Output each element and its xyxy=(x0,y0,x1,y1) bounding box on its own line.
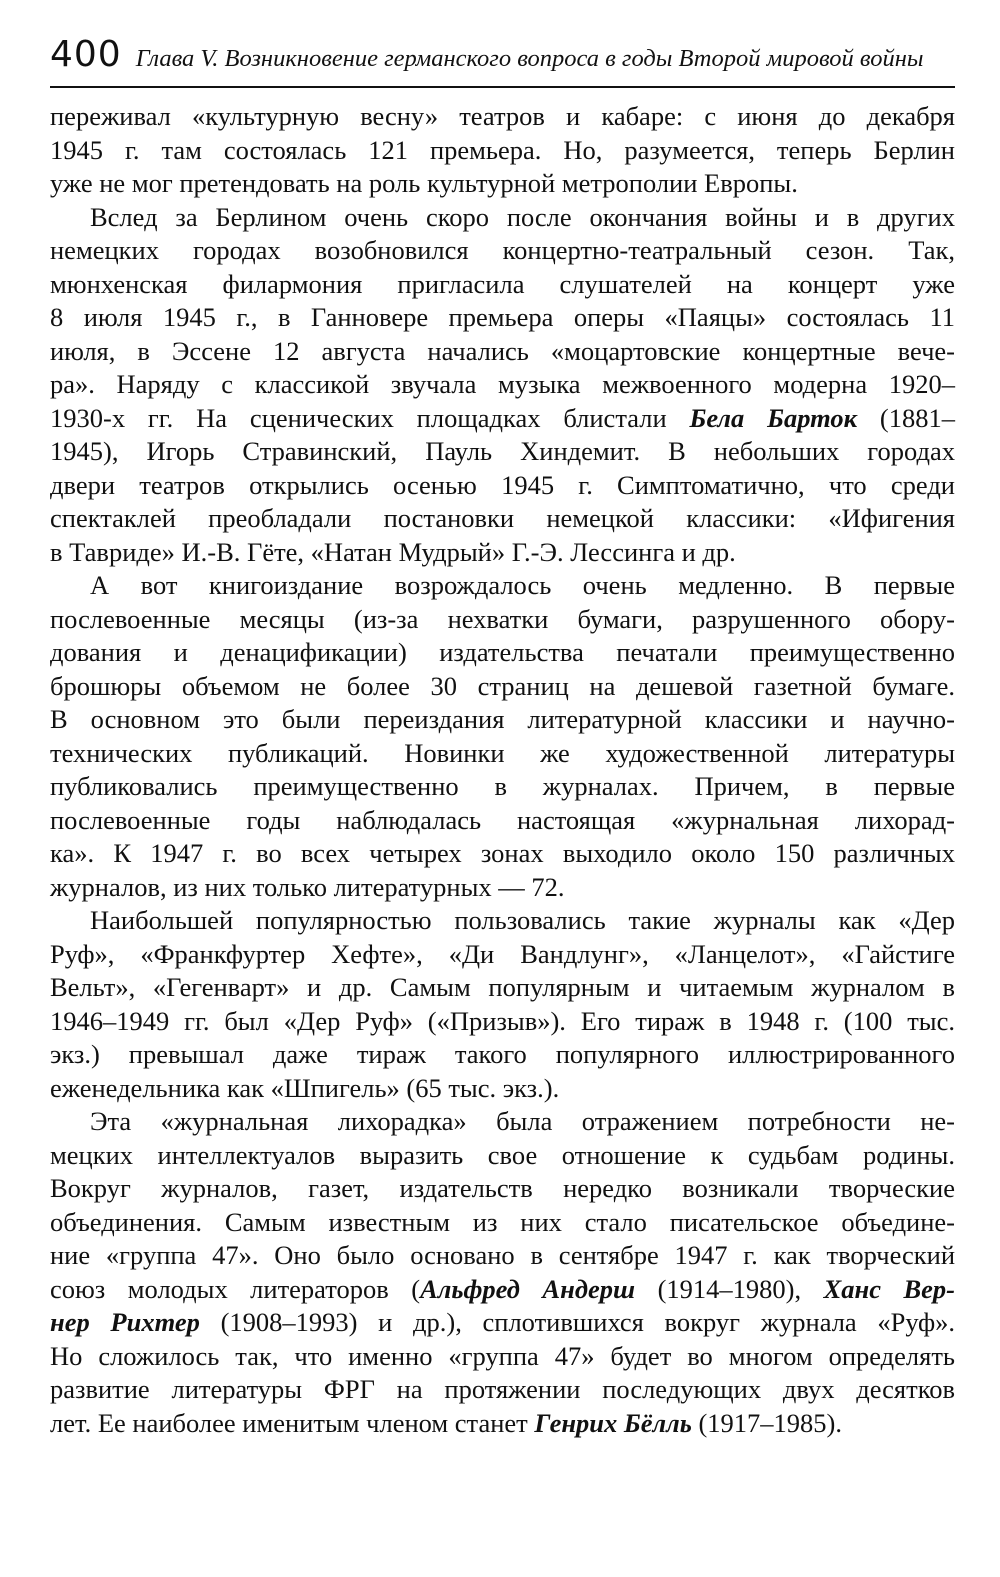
text-line: послевоенные месяцы (из-за нехватки бумаги, разрушенного обору- xyxy=(50,603,955,634)
text-line: двери театров открылись осенью 1945 г. Симптоматично, что среди xyxy=(50,469,955,500)
paragraph xyxy=(50,1105,955,1440)
text-line: В основном это были переиздания литературной классики и научно- xyxy=(50,704,955,734)
book-page xyxy=(50,30,955,1550)
body-text xyxy=(50,100,955,1440)
text-line: брошюры объемом не более 30 страниц на дешевой газетной бумаге. xyxy=(50,670,955,701)
person-name-andersch: Альфред Андерш xyxy=(420,1273,636,1304)
text-fragment: (1908–1993) и др.), сплотившихся вокруг журнала «Руф». xyxy=(220,1307,956,1337)
text-line: в Тавриде» И.-В. Гёте, «Натан Мудрый» Г.-Э. Лессинга и др. xyxy=(50,536,736,567)
person-name-boll: Генрих Бёлль xyxy=(534,1407,692,1438)
text-line: Наибольшей популярностью пользовались такие журналы как «Дер xyxy=(90,905,955,935)
text-line: еженедельника как «Шпигель» (65 тыс. экз.). xyxy=(50,1072,560,1103)
text-line: мюнхенская филармония пригласила слушателей на концерт уже xyxy=(50,268,955,299)
chapter-title: Глава V. Возникновение германского вопроса в годы Второй мировой войны xyxy=(135,45,924,72)
text-line: экз.) превышал даже тираж такого популярного иллюстрированного xyxy=(50,1039,955,1069)
person-name-richter-part2: нер Рихтер xyxy=(50,1307,200,1337)
text-line: ра». Наряду с классикой звучала музыка межвоенного модерна 1920– xyxy=(50,369,955,399)
text-line: мецких интеллектуалов выразить свое отношение к судьбам родины. xyxy=(50,1139,955,1170)
text-line: дования и денацификации) издательства печатали преимущественно xyxy=(50,637,955,667)
text-line: Вельт», «Гегенварт» и др. Самым популярным и читаемым журналом в xyxy=(50,972,955,1002)
running-head xyxy=(50,30,955,88)
text-line: 1945), Игорь Стравинский, Пауль Хиндемит. В небольших городах xyxy=(50,436,955,466)
paragraph xyxy=(50,100,955,201)
text-line xyxy=(50,1273,955,1307)
text-line: развитие литературы ФРГ на протяжении последующих двух десятков xyxy=(50,1374,955,1404)
text-line: немецких городах возобновился концертно-театральный сезон. Так, xyxy=(50,235,955,265)
text-line: спектаклей преобладали постановки немецкой классики: «Ифигения xyxy=(50,503,955,533)
text-line: Но сложилось так, что именно «группа 47» будет во многом определять xyxy=(50,1340,955,1371)
person-name-richter-part1: Ханс Вер- xyxy=(823,1273,956,1304)
text-line: 8 июля 1945 г., в Ганновере премьера оперы «Паяцы» состоялась 11 xyxy=(50,302,955,332)
person-name-bartok: Бела Барток xyxy=(689,402,858,433)
text-line: ка». К 1947 г. во всех четырех зонах выходило около 150 различных xyxy=(50,838,955,868)
text-line: 1945 г. там состоялась 121 премьера. Но, разумеется, теперь Берлин xyxy=(50,134,955,165)
paragraph xyxy=(50,569,955,904)
text-line: технических публикаций. Новинки же художественной литературы xyxy=(50,737,955,768)
text-line: Вокруг журналов, газет, издательств нередко возникали творческие xyxy=(50,1173,955,1203)
text-line: Эта «журнальная лихорадка» была отражением потребности не- xyxy=(90,1106,955,1136)
text-fragment: лет. Ее наиболее именитым членом станет xyxy=(50,1407,528,1438)
text-line xyxy=(50,1407,955,1441)
text-line xyxy=(50,402,955,436)
years-bartok: (1881– xyxy=(879,402,955,433)
text-line: Руф», «Франкфуртер Хефте», «Ди Вандлунг», «Ланцелот», «Гайстиге xyxy=(50,938,955,969)
years-boll: (1917–1985). xyxy=(698,1407,842,1438)
text-line: уже не мог претендовать на роль культурной метрополии Европы. xyxy=(50,168,798,198)
text-line: публиковались преимущественно в журналах. Причем, в первые xyxy=(50,771,955,801)
paragraph xyxy=(50,201,955,570)
text-line: послевоенные годы наблюдалась настоящая «журнальная лихорад- xyxy=(50,804,955,835)
text-line: журналов, из них только литературных — 72. xyxy=(50,871,565,902)
text-line: 1946–1949 гг. был «Дер Руф» («Призыв»). Его тираж в 1948 г. (100 тыс. xyxy=(50,1005,955,1036)
text-line: объединения. Самым известным из них стало писательское объедине- xyxy=(50,1206,955,1237)
text-line: июля, в Эссене 12 августа начались «моцартовские концертные вече- xyxy=(50,335,955,366)
years-andersch: (1914–1980), xyxy=(657,1273,802,1304)
text-fragment: союз молодых литераторов ( xyxy=(50,1273,421,1304)
text-line: переживал «культурную весну» театров и кабаре: с июня до декабря xyxy=(50,101,955,131)
text-line: Вслед за Берлином очень скоро после окончания войны и в других xyxy=(90,201,955,232)
text-line: А вот книгоиздание возрождалось очень медленно. В первые xyxy=(90,570,955,600)
paragraph xyxy=(50,904,955,1105)
page-number: 400 xyxy=(50,34,122,75)
text-line: ние «группа 47». Оно было основано в сентябре 1947 г. как творческий xyxy=(50,1240,955,1270)
text-line xyxy=(50,1306,955,1340)
text-fragment: 1930-х гг. На сценических площадках блистали xyxy=(50,402,667,433)
